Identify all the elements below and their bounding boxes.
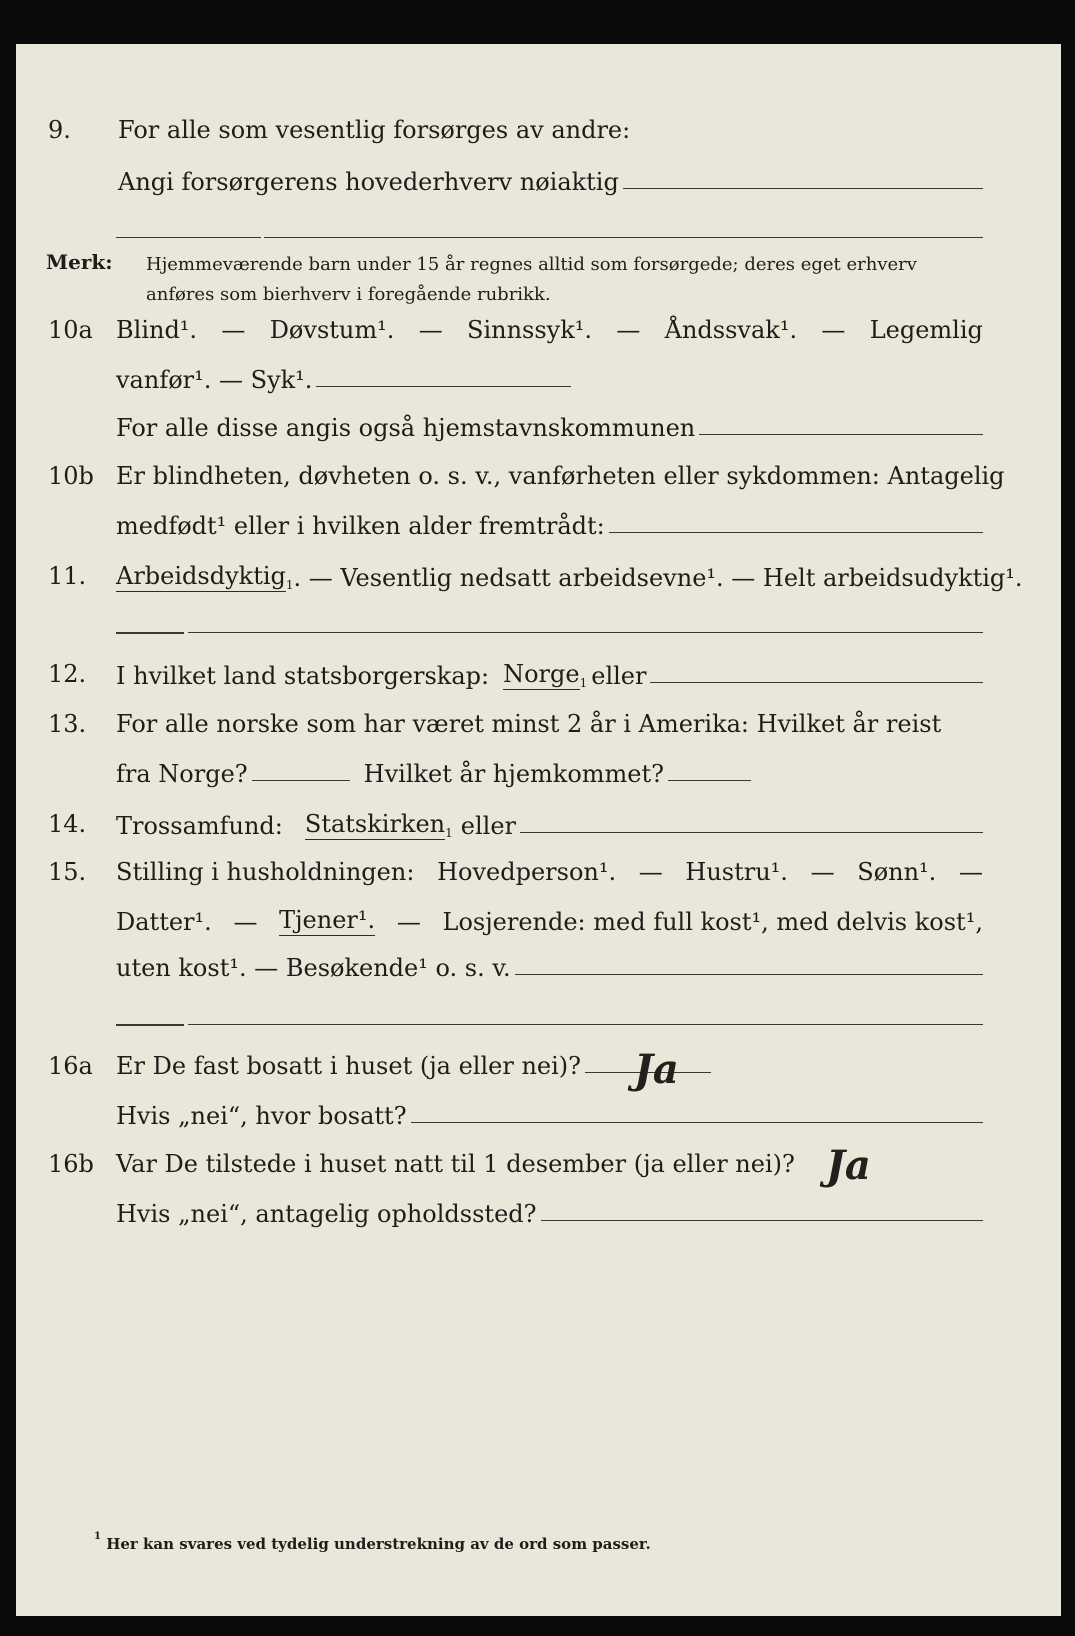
- answer-rule[interactable]: [188, 632, 983, 633]
- answer-field[interactable]: [668, 780, 751, 781]
- selected-option[interactable]: Norge: [503, 660, 580, 688]
- answer-field[interactable]: [520, 832, 983, 833]
- answer-field[interactable]: [316, 386, 571, 387]
- census-form-page: 9. For alle som vesentlig forsørges av andre: Angi forsørgerens hovederhverv nøiaktig Merk: Hjemmeværende barn under 15 år regnes alltid som forsørgede; deres eget erhverv anføres som bierhverv i foregående rubrikk. 10a Blind¹. — Døvstum¹. — Sinnssyk¹. — Åndssvak¹. — Legemlig vanfør¹. — Syk¹. For alle disse angis også hjemstavnskommunen 10b Er blindheten, døvheten o. s. v., vanførheten eller sykdommen: Antagelig medfødt¹ eller i hvilken alder fremtrådt: 11. Arbeidsdyktig $_1$ . — Vesentlig nedsatt arbeidsevne¹. — Helt arbeidsudyktig¹. 12. I hvilket land statsborgerskap: Norge $_1$ eller 13. For alle norske som har været minst 2 år i Amerika: Hvilket år reist fra Norge? Hvilket år hjemkommet? 14. Trossamfund: Statskirken $_1$ eller 15. Stilling i husholdningen: Hovedperson¹. — Hustru¹. — Sønn¹. — Datter¹. — Tjener¹. — Losjerende: med full kost¹, med delvis kost¹, uten kost¹. — Besøkende¹ o. s. v. 16a Er De fast bosatt i huset (ja eller nei)? Ja Hvis „nei“, hvor bosatt? 16b Var De tilstede i huset natt til 1 desember (ja eller nei)? Ja Hvis „nei“, antagelig opholdssted? $^1$ Her kan svares ved tydelig understrekning av de ord som passer.: [16, 44, 1061, 1616]
- short-answer-rule: [116, 1024, 184, 1026]
- answer-field[interactable]: [515, 974, 983, 975]
- selected-option[interactable]: Tjener¹.: [279, 906, 376, 934]
- item-number: 9.: [48, 116, 71, 144]
- item-number: 14.: [48, 810, 87, 838]
- answer-field[interactable]: [650, 682, 983, 683]
- item-number: 16b: [48, 1150, 94, 1178]
- handwritten-answer: Ja: [826, 1142, 871, 1189]
- note-label: Merk:: [46, 250, 113, 274]
- answer-field[interactable]: [609, 532, 983, 533]
- selected-option[interactable]: Statskirken: [304, 810, 446, 838]
- footnote: $^1$ Her kan svares ved tydelig understrekning av de ord som passer.: [94, 1531, 651, 1553]
- item-number: 12.: [48, 660, 87, 688]
- short-answer-rule: [116, 632, 184, 634]
- item-number: 11.: [48, 562, 87, 590]
- handwritten-answer: Ja: [634, 1046, 679, 1093]
- answer-field[interactable]: [623, 188, 983, 189]
- item-10a: Blind¹. — Døvstum¹. — Sinnssyk¹. — Åndssvak¹. — Legemlig: [116, 316, 983, 344]
- item-number: 16a: [48, 1052, 93, 1080]
- item-number: 15.: [48, 858, 87, 886]
- answer-field[interactable]: [699, 434, 983, 435]
- selected-option[interactable]: Arbeidsdyktig: [116, 562, 286, 590]
- note-text: Hjemmeværende barn under 15 år regnes alltid som forsørgede; deres eget erhverv anføres som bierhverv i foregående rubrikk.: [146, 254, 917, 305]
- answer-rule[interactable]: [188, 1024, 983, 1025]
- item-number: 10b: [48, 462, 94, 490]
- item-number: 10a: [48, 316, 93, 344]
- answer-field[interactable]: [252, 780, 350, 781]
- answer-rule[interactable]: [264, 237, 983, 238]
- short-answer-rule: [116, 237, 261, 238]
- answer-field[interactable]: [541, 1220, 983, 1221]
- item-text: Angi forsørgerens hovederhverv nøiaktig: [118, 168, 619, 196]
- item-text: For alle som vesentlig forsørges av andre:: [118, 116, 631, 144]
- answer-field[interactable]: [411, 1122, 983, 1123]
- item-number: 13.: [48, 710, 87, 738]
